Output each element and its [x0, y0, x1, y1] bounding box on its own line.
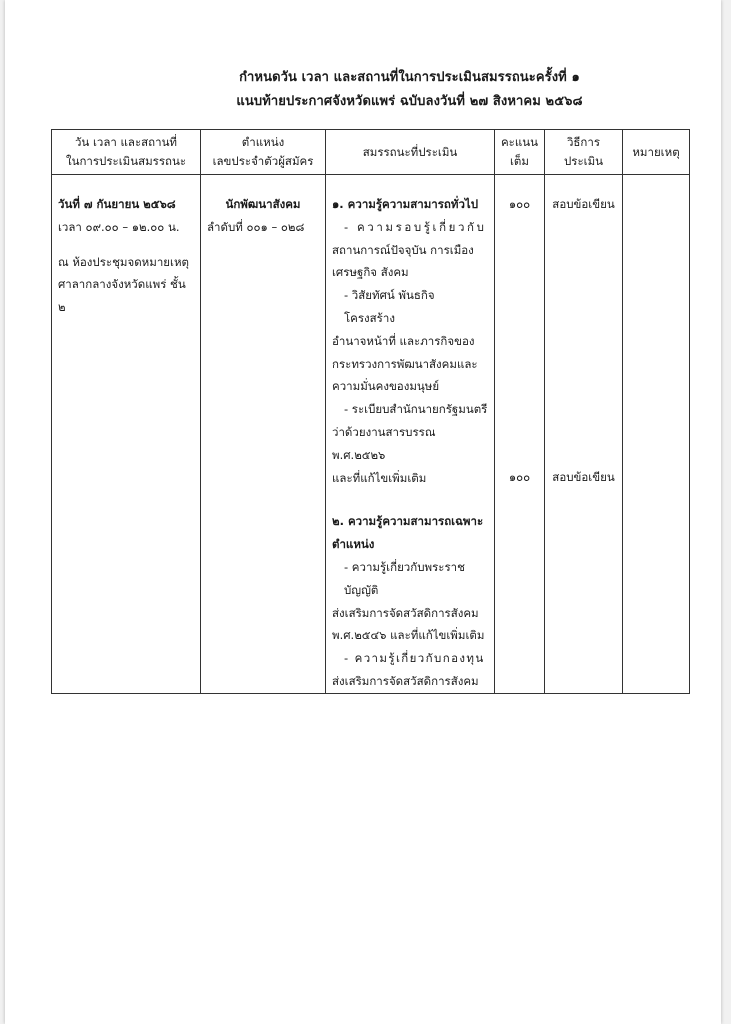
- competency-2-item-1-line-3: พ.ศ.๒๕๔๖ และที่แก้ไขเพิ่มเติม: [332, 628, 485, 643]
- header-score-line-1: คะแนน: [500, 135, 538, 149]
- cell-score: [495, 175, 545, 694]
- competency-1-item-3-line-2: ว่าด้วยงานสารบรรณ พ.ศ.๒๕๒๖: [332, 424, 436, 462]
- exam-time: เวลา ๐๙.๐๐ – ๑๒.๐๐ น.: [58, 219, 180, 234]
- competency-2-method: สอบข้อเขียน: [552, 469, 615, 484]
- competency-2-heading-line-2: ตำแหน่ง: [332, 537, 375, 552]
- exam-place-line-2: ศาลากลางจังหวัดแพร่ ชั้น ๒: [58, 277, 186, 315]
- competency-1-item-3-line-1: - ระเบียบสำนักนายกรัฐมนตรี: [344, 402, 488, 417]
- competency-1-item-1-line-1: - ความรอบรู้เกี่ยวกับ: [344, 219, 487, 234]
- header-score-line-2: เต็ม: [510, 154, 529, 168]
- competency-1-item-3-line-3: และที่แก้ไขเพิ่มเติม: [332, 470, 427, 485]
- applicant-id-range: ลำดับที่ ๐๐๑ – ๐๒๘: [207, 219, 305, 234]
- document-title-line-2: แนบท้ายประกาศจังหวัดแพร่ ฉบับลงวันที่ ๒๗ สิงหาคม ๒๕๖๘: [236, 94, 583, 109]
- header-method-line-2: ประเมิน: [563, 154, 604, 168]
- competency-1-item-1-line-3: เศรษฐกิจ สังคม: [332, 265, 409, 280]
- exam-place-line-1: ณ ห้องประชุมจดหมายเหตุ: [58, 254, 190, 269]
- cell-remark: [623, 175, 690, 694]
- header-score: [495, 130, 545, 175]
- header-method-line-1: วิธีการ: [566, 135, 601, 149]
- competency-1-method: สอบข้อเขียน: [552, 197, 615, 211]
- position-name: นักพัฒนาสังคม: [225, 197, 301, 211]
- competency-1-item-1-line-2: สถานการณ์ปัจจุบัน การเมือง: [332, 242, 474, 257]
- competency-2-item-2-line-1: - ความรู้เกี่ยวกับกองทุน: [344, 651, 485, 666]
- cell-date-place: [52, 175, 201, 694]
- schedule-table: [51, 129, 690, 694]
- exam-date: วันที่ ๗ กันยายน ๒๕๖๘: [58, 197, 176, 211]
- competency-1-item-2-line-1: - วิสัยทัศน์ พันธกิจ โครงสร้าง: [344, 288, 435, 325]
- header-competency: [326, 130, 495, 175]
- competency-2-item-1-line-2: ส่งเสริมการจัดสวัสดิการสังคม: [332, 605, 479, 620]
- competency-1-heading: ๑. ความรู้ความสามารถทั่วไป: [332, 197, 479, 211]
- competency-2-score: ๑๐๐: [508, 469, 531, 484]
- competency-1-item-2-line-4: ความมั่นคงของมนุษย์: [332, 379, 440, 394]
- header-competency-text: สมรรถนะที่ประเมิน: [362, 144, 458, 159]
- header-date-place-line-2: ในการประเมินสมรรถนะ: [65, 154, 187, 168]
- competency-2-heading-line-1: ๒. ความรู้ความสามารถเฉพาะ: [332, 514, 484, 529]
- header-position-line-1: ตำแหน่ง: [241, 135, 285, 149]
- header-date-place: [52, 130, 201, 175]
- header-position: [201, 130, 326, 175]
- cell-position: [201, 175, 326, 694]
- header-position-line-2: เลขประจำตัวผู้สมัคร: [212, 154, 314, 168]
- header-date-place-line-1: วัน เวลา และสถานที่: [74, 135, 178, 149]
- table-row: [52, 175, 690, 694]
- competency-1-score: ๑๐๐: [508, 197, 531, 211]
- header-remark-text: หมายเหตุ: [632, 144, 680, 159]
- table-header-row: [52, 130, 690, 175]
- cell-competency: [326, 175, 495, 694]
- header-remark: [623, 130, 690, 175]
- cell-method: [545, 175, 623, 694]
- document-title-line-1: กำหนดวัน เวลา และสถานที่ในการประเมินสมรรถนะครั้งที่ ๑: [239, 70, 580, 85]
- competency-2-item-1-line-1: - ความรู้เกี่ยวกับพระราชบัญญัติ: [344, 559, 465, 597]
- competency-2-item-2-line-2: ส่งเสริมการจัดสวัสดิการสังคม: [332, 673, 479, 688]
- competency-1-item-2-line-2: อำนาจหน้าที่ และภารกิจของ: [332, 333, 475, 348]
- competency-1-item-2-line-3: กระทรวงการพัฒนาสังคมและ: [332, 356, 478, 371]
- header-method: [545, 130, 623, 175]
